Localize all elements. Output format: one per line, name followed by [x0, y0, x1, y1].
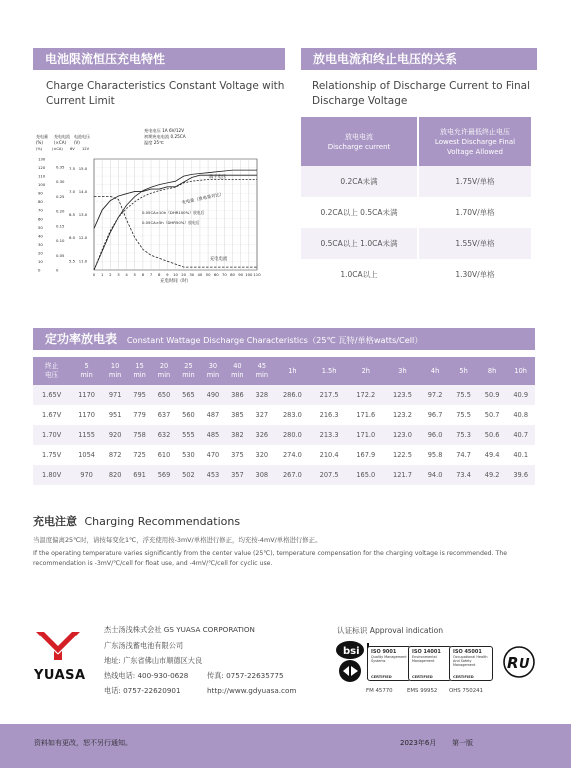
x-tick-label: 20	[181, 272, 187, 277]
table-cell: 75.5	[449, 385, 478, 405]
cert-code-2: EMS 99952	[407, 688, 438, 694]
table-cell: 920	[103, 425, 127, 445]
table-cell: 50.6	[478, 425, 507, 445]
table-header-cell	[478, 357, 507, 385]
axis-header: 充电电流	[54, 134, 70, 139]
iso14001-badge	[408, 646, 452, 681]
table-cell: 274.0	[274, 445, 311, 465]
header-text: 3h	[398, 366, 407, 375]
y-tick-label: 60	[38, 216, 43, 222]
table-cell: 1054	[70, 445, 103, 465]
table-cell: 40.8	[506, 405, 535, 425]
cert-code-3: OHS 750241	[449, 688, 484, 694]
table-cell: 121.7	[384, 465, 421, 485]
table-cell: 386	[225, 385, 249, 405]
table-cell: 328	[250, 385, 274, 405]
table-cell: 610	[152, 445, 176, 465]
header-text: min	[133, 371, 146, 379]
table-cell: 96.7	[421, 405, 450, 425]
discharge-voltage-table	[301, 117, 531, 290]
x-tick-label: 2	[109, 272, 112, 277]
chart-legend-line: 初期充电电流 0.25CA	[144, 134, 186, 139]
table-cell: 725	[127, 445, 151, 465]
table-cell: 485	[201, 425, 225, 445]
iso1-label: ISO 9001	[371, 649, 397, 655]
x-tick-label: 80	[230, 272, 235, 277]
company-phone: 电话: 0757-22620901	[104, 686, 181, 695]
table-cell: 213.3	[311, 425, 348, 445]
y-tick-label: 0.30	[56, 179, 65, 185]
header-text: 4h	[430, 366, 440, 375]
table-cell: 1.30V/单格	[419, 259, 531, 290]
header-text: 1h	[288, 366, 297, 375]
iso3-desc: Occupational Health And Safety Management	[453, 655, 488, 667]
table-cell: 0.2CA未满	[301, 166, 417, 197]
iso3-label: ISO 45001	[453, 649, 482, 655]
header-text: min	[108, 371, 122, 379]
table-header-cell	[250, 357, 274, 385]
axis-units: (×CA)	[52, 147, 63, 151]
y-tick-label: 14.0	[78, 188, 88, 194]
x-tick-label: 3	[117, 272, 120, 277]
y-tick-label: 5.5	[68, 258, 76, 264]
footer-date: 2023年6月	[400, 739, 437, 747]
table-header-cell	[384, 357, 421, 385]
header-text: min	[182, 371, 195, 379]
table-cell: 951	[103, 405, 127, 425]
table-cell: 280.0	[274, 425, 311, 445]
axis-subheader: (×CA)	[54, 140, 67, 145]
x-tick-label: 100	[245, 272, 253, 277]
table-cell: 1.75V	[33, 445, 70, 465]
table-cell: 95.8	[421, 445, 450, 465]
table-cell: 779	[127, 405, 151, 425]
table-cell: 872	[103, 445, 127, 465]
discharge-section-banner	[301, 48, 537, 70]
y-tick-label: 70	[38, 207, 43, 213]
axis-subheader: (%)	[36, 140, 43, 145]
y-tick-label: 0	[56, 267, 59, 273]
x-tick-label: 110	[253, 272, 261, 277]
table-header-row	[33, 357, 535, 385]
table-cell: 210.4	[311, 445, 348, 465]
header-text: 15	[135, 362, 144, 370]
table-cell: 490	[201, 385, 225, 405]
iso1-desc: Quality Management Systems	[371, 655, 407, 663]
table-header-cell	[70, 357, 103, 385]
x-tick-label: 0	[92, 272, 96, 277]
x-tick-label: 10	[173, 272, 178, 277]
annotation-charge-qty: 充电量（放电量对比）	[181, 192, 225, 206]
x-tick-label: 90	[238, 272, 244, 277]
table-cell: 320	[250, 445, 274, 465]
axis-units: 12V	[82, 147, 90, 151]
annotation-current: 充电电流	[210, 257, 228, 262]
header-text: 电压	[45, 371, 59, 379]
table-cell: 650	[152, 385, 176, 405]
table-cell: 172.2	[347, 385, 384, 405]
table-row	[301, 166, 531, 197]
table-cell: 123.5	[384, 385, 421, 405]
y-tick-label: 0.20	[56, 208, 65, 214]
wattage-section-banner	[33, 328, 535, 350]
y-tick-label: 40	[38, 233, 43, 239]
y-tick-label: 11.0	[78, 258, 88, 264]
table-cell: 1.70V/单格	[419, 197, 531, 228]
y-tick-label: 6.0	[68, 235, 76, 241]
annotation-curve-50: 0.05CA×5h（DHR50%）放电后	[142, 220, 200, 225]
table-header-cell	[127, 357, 151, 385]
table-cell: 49.2	[478, 465, 507, 485]
table-cell: 308	[250, 465, 274, 485]
table-cell: 94.0	[421, 465, 450, 485]
chart-legend-line: 温度 25℃	[144, 140, 164, 145]
y-tick-label: 0	[38, 267, 41, 273]
recommend-title-cn: 充电注意	[33, 515, 77, 528]
company-address: 地址: 广东省佛山市顺德区大良	[104, 656, 203, 665]
iso2-label: ISO 14001	[412, 649, 441, 655]
iso45001-badge	[449, 646, 493, 681]
table-cell: 569	[152, 465, 176, 485]
table-cell: 1170	[70, 385, 103, 405]
table-cell: 216.3	[311, 405, 348, 425]
table-cell: 123.0	[384, 425, 421, 445]
table-cell: 75.3	[449, 425, 478, 445]
table-cell: 0.2CA以上 0.5CA未满	[301, 197, 417, 228]
y-tick-label: 0.25	[56, 193, 65, 199]
y-tick-label: 6.5	[68, 212, 76, 217]
header-text: 2h	[361, 366, 370, 375]
y-tick-label: 7.0	[68, 188, 76, 194]
table-cell: 97.2	[421, 385, 450, 405]
table-cell: 75.5	[449, 405, 478, 425]
table-cell: 96.0	[421, 425, 450, 445]
header-en: Lowest Discharge Final Voltage Allowed	[434, 137, 516, 156]
table-cell: 40.1	[506, 445, 535, 465]
table-cell: 1.67V	[33, 405, 70, 425]
table-cell: 453	[201, 465, 225, 485]
x-tick-label: 6	[141, 272, 145, 277]
table-header-cell	[33, 357, 70, 385]
y-tick-label: 7.5	[68, 165, 76, 171]
table-cell: 167.9	[347, 445, 384, 465]
recommend-line-en: If the operating temperature varies significantly from the center value (25℃), temperature compensation for the charging voltage is recommended. The recommendation is -3mV/℃/cell for float use, and -4mV/℃/cell for cyclic use.	[33, 550, 508, 567]
footer-notice: 资料如有更改，恕不另行通知。	[34, 739, 132, 747]
axis-units: 6V	[70, 147, 75, 151]
x-axis-label: 充电时间（时）	[160, 279, 191, 284]
table-row	[33, 385, 535, 405]
y-tick-label: 50	[38, 224, 43, 230]
table-cell: 1.55V/单格	[419, 228, 531, 259]
charge-characteristics-chart	[32, 122, 287, 292]
charge-section-subtitle: Charge Characteristics Constant Voltage with Current Limit	[46, 80, 285, 107]
header-text: 8h	[487, 366, 497, 375]
table-cell: 820	[103, 465, 127, 485]
table-cell: 560	[176, 405, 200, 425]
table-cell: 357	[225, 465, 249, 485]
table-header-cell	[176, 357, 200, 385]
header-text: 5	[84, 362, 89, 370]
table-header-cell	[103, 357, 127, 385]
table-cell: 39.6	[506, 465, 535, 485]
y-tick-label: 130	[38, 156, 46, 162]
table-cell: 1170	[70, 405, 103, 425]
table-cell: 207.5	[311, 465, 348, 485]
annotation-curve-100: 0.05CA×10h（DHR100%）放电后	[142, 210, 205, 215]
header-text: 45	[257, 362, 267, 370]
table-cell: 1.75V/单格	[419, 166, 531, 197]
table-cell: 487	[201, 405, 225, 425]
table-cell: 73.4	[449, 465, 478, 485]
table-cell: 286.0	[274, 385, 311, 405]
y-tick-label: 80	[38, 199, 43, 205]
header-text: min	[206, 371, 220, 379]
cert-code-1: FM 45770	[366, 688, 393, 694]
header-text: 20	[159, 362, 169, 370]
x-tick-label: 9	[166, 272, 169, 277]
x-tick-label: 5	[133, 272, 136, 277]
wattage-section-subtitle: Constant Wattage Discharge Characteristics（25℃ 瓦特/单格watts/Cell）	[126, 335, 423, 345]
iso3-certified: CERTIFIED	[453, 675, 474, 679]
table-cell: 758	[127, 425, 151, 445]
table-header-cell	[274, 357, 311, 385]
table-cell: 0.5CA以上 1.0CA未满	[301, 228, 417, 259]
y-tick-label: 0.10	[56, 238, 65, 244]
header-text: 25	[184, 362, 193, 370]
svg-text:R: R	[507, 654, 519, 672]
company-website: http://www.gdyuasa.com	[207, 686, 297, 695]
y-tick-label: 13.0	[78, 212, 88, 217]
brand-name: YUASA	[34, 668, 86, 683]
bsi-text: bsi	[343, 646, 360, 657]
header-cn: 放电允许最低终止电压	[440, 127, 510, 136]
table-cell: 470	[201, 445, 225, 465]
table-cell: 49.4	[478, 445, 507, 465]
x-tick-label: 30	[189, 272, 195, 277]
y-tick-label: 20	[38, 250, 43, 256]
table-cell: 565	[176, 385, 200, 405]
y-tick-label: 0.35	[56, 164, 65, 170]
x-tick-label: 50	[205, 272, 211, 277]
table-cell: 40.7	[506, 425, 535, 445]
table-cell: 385	[225, 405, 249, 425]
table-cell: 50.9	[478, 385, 507, 405]
y-tick-label: 90	[38, 190, 43, 196]
table-cell: 1.0CA以上	[301, 259, 417, 290]
header-text: min	[255, 371, 269, 379]
x-tick-label: 8	[157, 272, 161, 277]
iso1-certified: CERTIFIED	[371, 675, 392, 679]
table-cell: 50.7	[478, 405, 507, 425]
table-cell: 171.0	[347, 425, 384, 445]
axis-header: 电池电压	[74, 134, 90, 139]
table-cell: 555	[176, 425, 200, 445]
table-cell: 74.7	[449, 445, 478, 465]
table-header-cell	[301, 117, 417, 166]
table-cell: 691	[127, 465, 151, 485]
x-tick-label: 1	[100, 272, 104, 277]
wattage-section-title: 定功率放电表	[45, 332, 118, 346]
y-tick-label: 100	[38, 182, 46, 188]
page-footer	[0, 724, 571, 768]
table-header-cell	[201, 357, 225, 385]
table-row	[33, 405, 535, 425]
company-subsidiary: 广东汤浅蓄电池有限公司	[104, 641, 184, 650]
table-header-cell	[347, 357, 384, 385]
table-cell: 632	[152, 425, 176, 445]
header-text: 10h	[514, 366, 527, 375]
table-cell: 1.70V	[33, 425, 70, 445]
charge-section-title: 电池限流恒压充电特性	[45, 52, 166, 66]
table-cell: 502	[176, 465, 200, 485]
header-text: min	[231, 371, 244, 379]
discharge-section-title: 放电电流和终止电压的关系	[313, 52, 458, 66]
annotation-voltage: 端子电压	[209, 175, 227, 180]
table-cell: 327	[250, 405, 274, 425]
header-text: min	[80, 371, 93, 379]
certification-title: 认证标识 Approval indication	[337, 626, 444, 635]
table-cell: 40.9	[506, 385, 535, 405]
y-tick-label: 0.05	[56, 252, 65, 258]
table-header-cell	[449, 357, 478, 385]
header-en: Discharge current	[327, 142, 391, 151]
axis-subheader: (V)	[74, 140, 80, 145]
x-tick-label: 70	[221, 272, 227, 277]
table-cell: 217.5	[311, 385, 348, 405]
y-tick-label: 0.15	[56, 223, 65, 229]
table-cell: 530	[176, 445, 200, 465]
table-row	[33, 425, 535, 445]
axis-units: (%)	[36, 147, 43, 151]
y-tick-label: 30	[38, 241, 43, 247]
wattage-table	[33, 357, 535, 485]
header-text: 5h	[459, 366, 468, 375]
iso2-desc: Environmental Management	[412, 655, 437, 663]
x-tick-label: 60	[213, 272, 219, 277]
table-cell: 970	[70, 465, 103, 485]
table-cell: 382	[225, 425, 249, 445]
footer-edition: 第一版	[452, 739, 473, 747]
table-cell: 795	[127, 385, 151, 405]
iso2-certified: CERTIFIED	[412, 675, 433, 679]
table-row	[33, 445, 535, 465]
header-text: 终止	[45, 362, 59, 370]
table-cell: 165.0	[347, 465, 384, 485]
table-row	[301, 259, 531, 290]
iso9001-badge	[367, 646, 411, 681]
header-text: min	[157, 371, 171, 379]
recommend-line-cn: 当温度偏离25℃时，请按每变化1℃，浮充使用按-3mV/单格进行修正，均充按-4mV/单格进行修正。	[33, 536, 322, 544]
table-cell: 283.0	[274, 405, 311, 425]
recommend-title-en: Charging Recommendations	[84, 515, 241, 528]
x-tick-label: 40	[197, 272, 203, 277]
table-cell: 637	[152, 405, 176, 425]
y-tick-label: 12.0	[78, 235, 88, 241]
ul-recognized-icon	[500, 645, 538, 679]
table-row	[33, 465, 535, 485]
table-header-cell	[225, 357, 249, 385]
header-text: 10	[110, 362, 120, 370]
header-cn: 放电电流	[345, 132, 373, 141]
table-cell: 375	[225, 445, 249, 465]
table-header-cell	[421, 357, 450, 385]
table-row	[301, 228, 531, 259]
table-header-row	[301, 117, 531, 166]
table-cell: 1155	[70, 425, 103, 445]
table-header-cell	[311, 357, 348, 385]
recommend-title	[33, 513, 240, 529]
y-tick-label: 110	[38, 173, 46, 179]
table-header-cell	[506, 357, 535, 385]
charge-section-banner	[33, 48, 285, 70]
table-header-cell	[419, 117, 531, 166]
y-tick-label: 15.0	[78, 165, 88, 171]
chart-legend-line: 充电电压 1A 6V/12V	[144, 128, 185, 133]
discharge-section-subtitle: Relationship of Discharge Current to Final Discharge Voltage	[312, 80, 531, 107]
axis-header: 充电量	[36, 134, 48, 139]
x-tick-label: 4	[125, 272, 128, 277]
table-cell: 326	[250, 425, 274, 445]
table-cell: 1.80V	[33, 465, 70, 485]
table-cell: 171.6	[347, 405, 384, 425]
table-cell: 122.5	[384, 445, 421, 465]
table-cell: 1.65V	[33, 385, 70, 405]
svg-text:U: U	[519, 657, 530, 672]
company-fax: 传真: 0757-22635775	[207, 671, 284, 680]
header-text: 30	[208, 362, 218, 370]
header-text: 40	[233, 362, 242, 370]
table-cell: 267.0	[274, 465, 311, 485]
table-cell: 971	[103, 385, 127, 405]
company-hotline: 热线电话: 400-930-0628	[104, 671, 189, 680]
table-header-cell	[152, 357, 176, 385]
company-name: 杰士汤浅株式会社 GS YUASA CORPORATION	[104, 625, 255, 634]
y-tick-label: 10	[38, 258, 43, 264]
table-row	[301, 197, 531, 228]
header-text: 1.5h	[321, 366, 337, 375]
y-tick-label: 120	[38, 165, 46, 171]
yuasa-logo-icon	[34, 630, 82, 662]
table-cell: 123.2	[384, 405, 421, 425]
x-tick-label: 7	[149, 272, 153, 277]
